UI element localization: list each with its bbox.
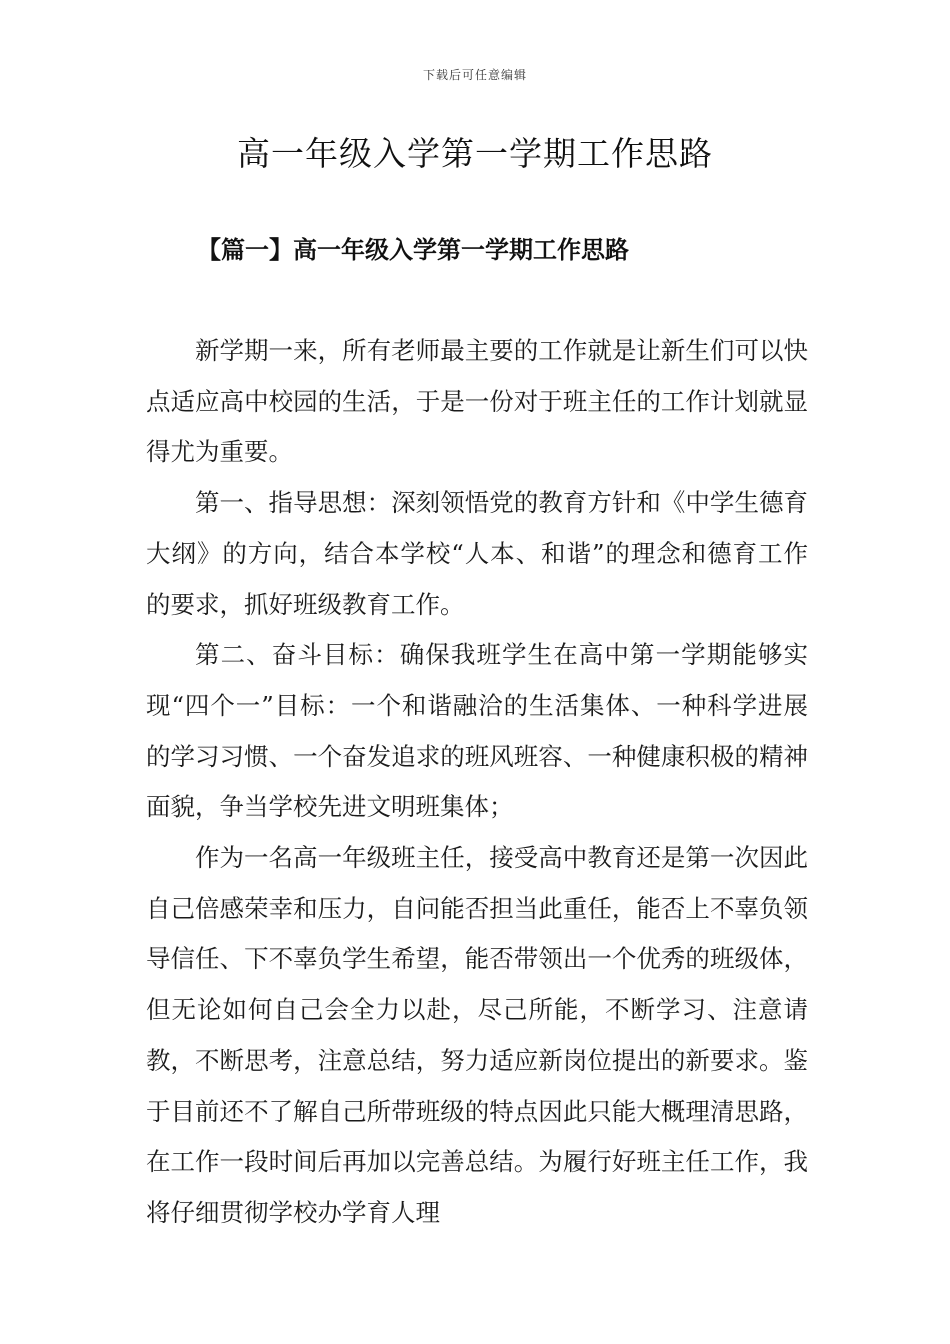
- document-title: 高一年级入学第一学期工作思路: [237, 134, 713, 173]
- header-note: 下载后可任意编辑: [422, 68, 527, 82]
- paragraph: 第二、奋斗目标：确保我班学生在高中第一学期能够实现“四个一”目标：一个和谐融洽的生活集体、一种科学进展的学习习惯、一个奋发追求的班风班容、一种健康积极的精神面貌，争当学校先进文明班集体；: [146, 640, 808, 822]
- paragraph: 新学期一来，所有老师最主要的工作就是让新生们可以快点适应高中校园的生活，于是一份对于班主任的工作计划就显得尤为重要。: [146, 336, 808, 467]
- body-text: [146, 326, 808, 1239]
- paragraph: 作为一名高一年级班主任，接受高中教育还是第一次因此自己倍感荣幸和压力，自问能否担当此重任，能否上不辜负领导信任、下不辜负学生希望，能否带领出一个优秀的班级体，但无论如何自己会全力以赴，尽己所能，不断学习、注意请教，不断思考，注意总结，努力适应新岗位提出的新要求。鉴于目前还不了解自己所带班级的特点因此只能大概理清思路，在工作一段时间后再加以完善总结。为履行好班主任工作，我将仔细贯彻学校办学育人理: [146, 843, 808, 1227]
- paragraph: 第一、指导思想：深刻领悟党的教育方针和《中学生德育大纲》的方向，结合本学校“人本、和谐”的理念和德育工作的要求，抓好班级教育工作。: [146, 488, 808, 619]
- section-heading: 【篇一】高一年级入学第一学期工作思路: [197, 235, 629, 264]
